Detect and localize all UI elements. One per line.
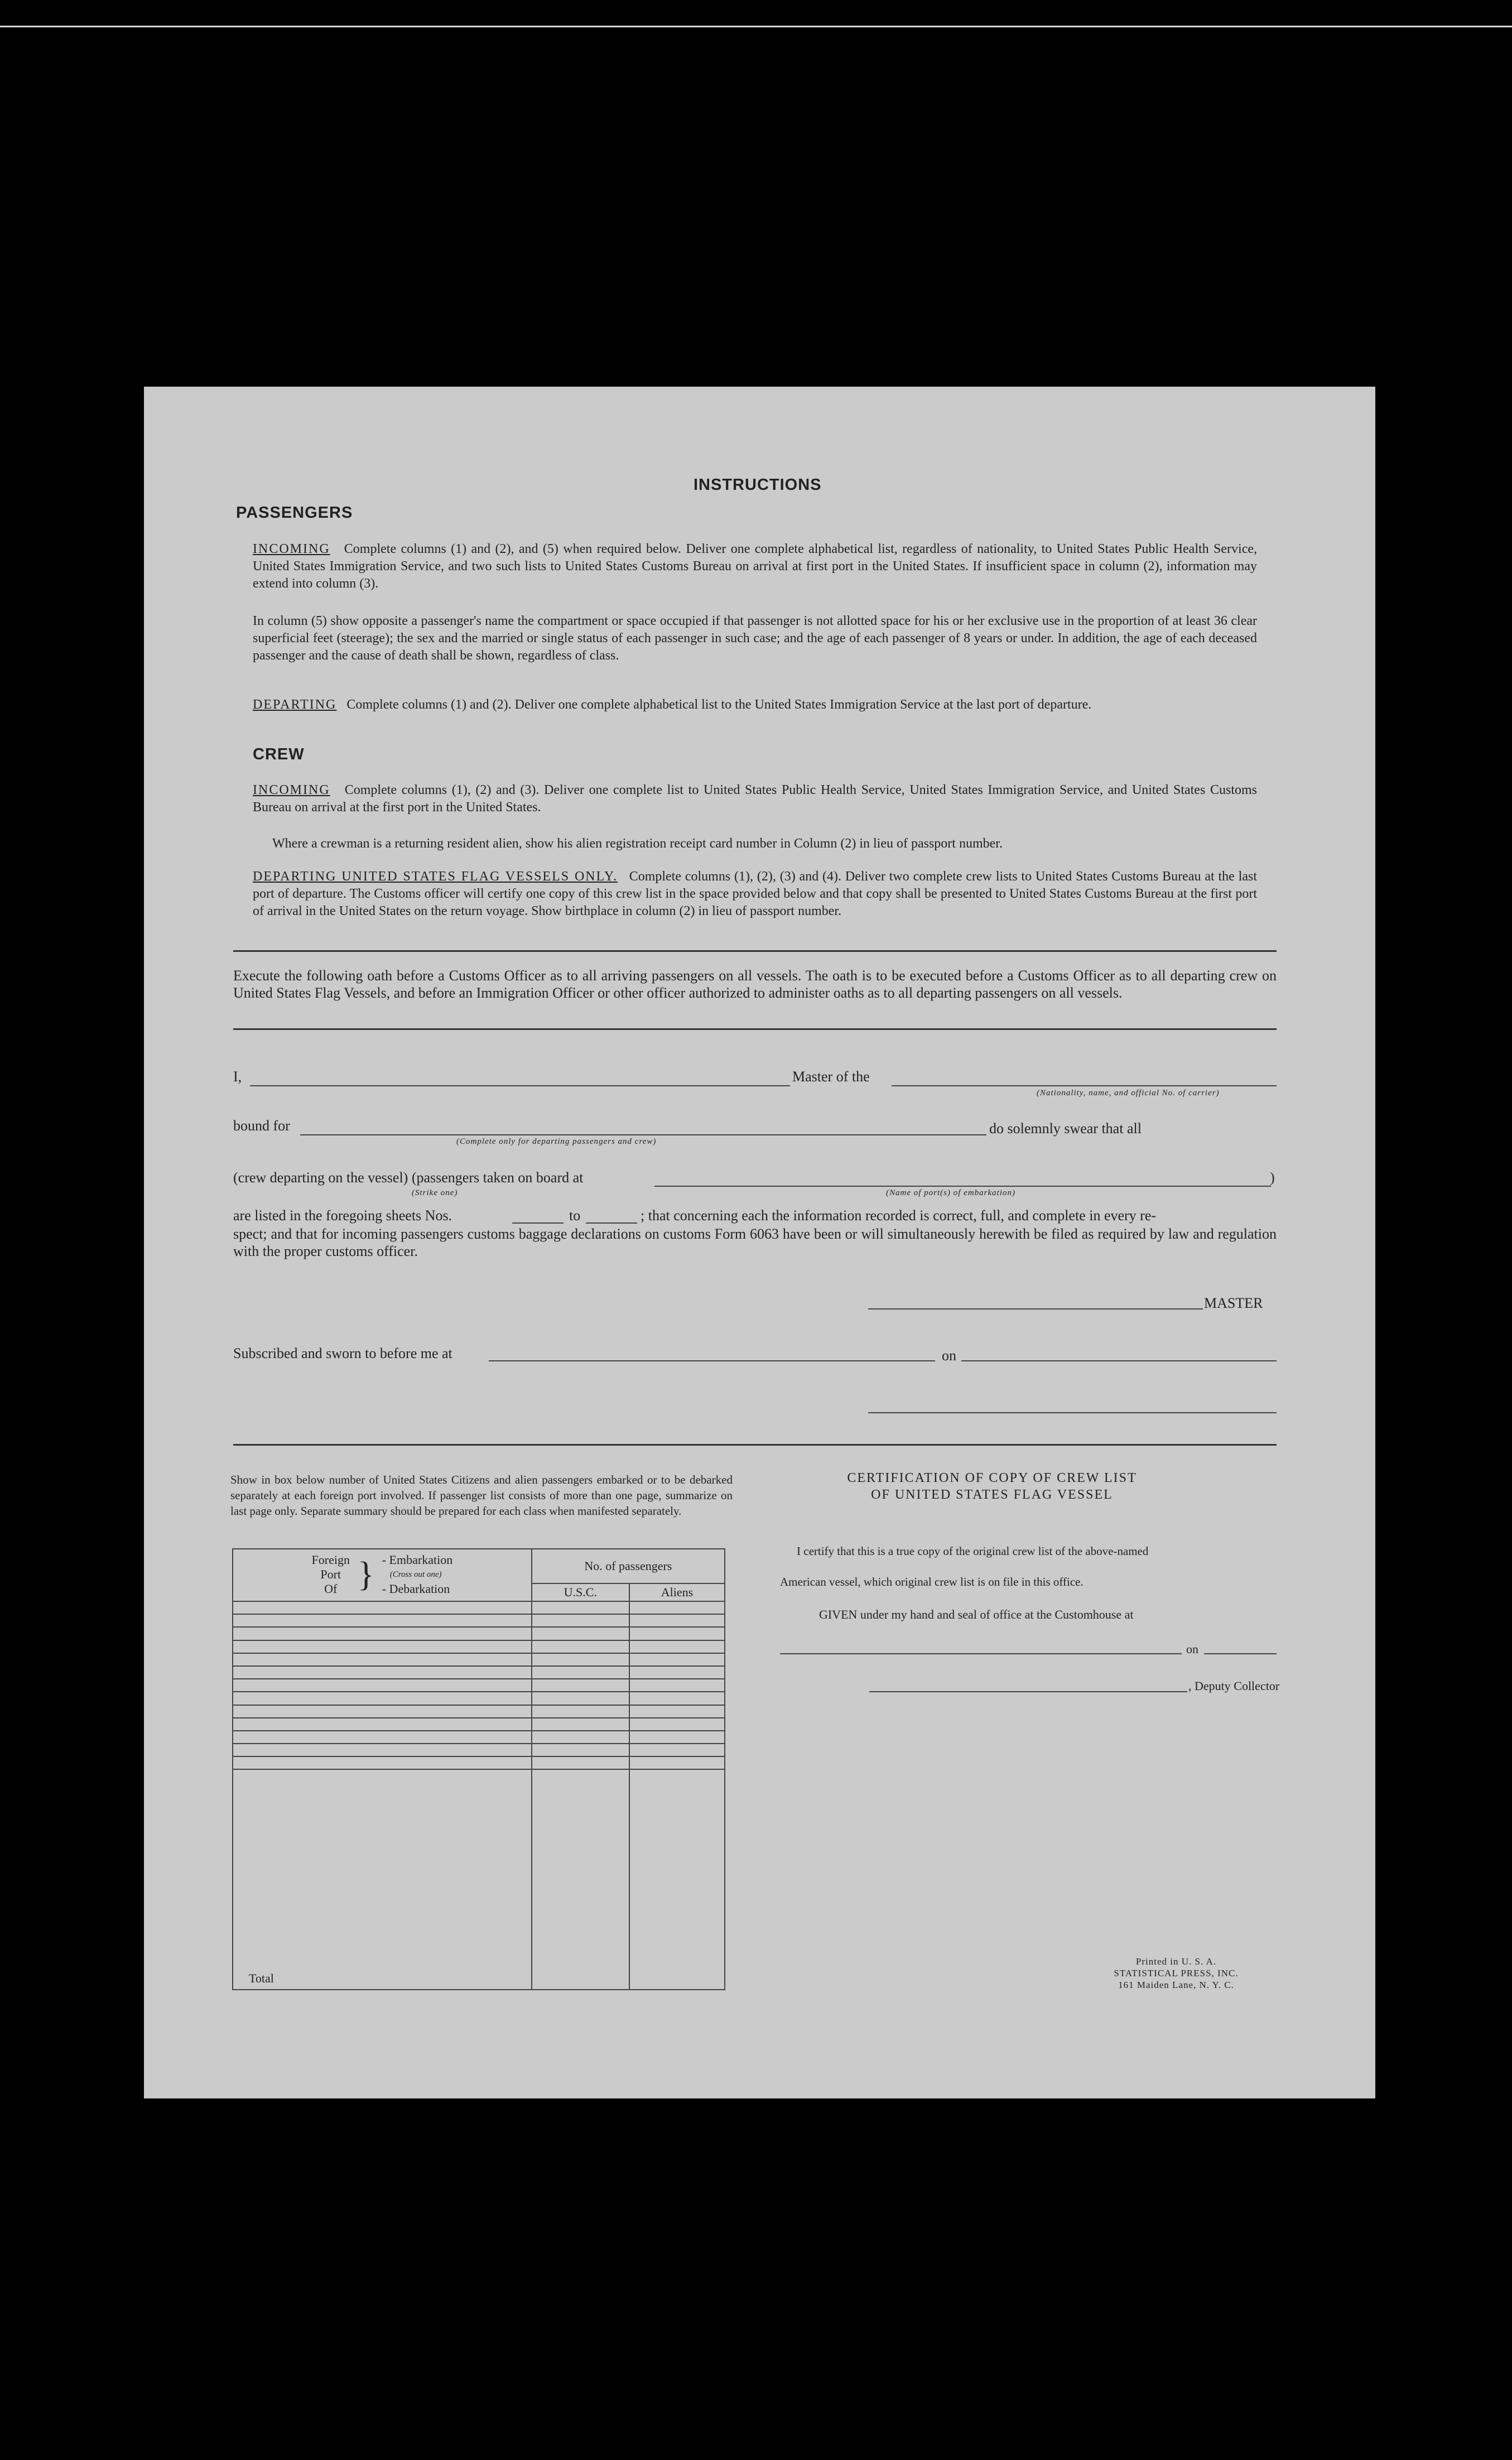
crew-departing-label: DEPARTING UNITED STATES FLAG VESSELS ONLY. (253, 869, 618, 884)
cert-date-field[interactable] (1204, 1653, 1277, 1654)
summary-total-row (233, 1769, 725, 1990)
foreign-port-header (233, 1549, 532, 1601)
carrier-field[interactable] (892, 1085, 1277, 1086)
customhouse-field[interactable] (780, 1653, 1182, 1654)
usc-cell[interactable] (532, 1731, 629, 1744)
aliens-cell[interactable] (629, 1653, 725, 1666)
sheet-to-field[interactable] (586, 1222, 637, 1224)
summary-row (233, 1640, 725, 1653)
port-cell[interactable] (233, 1705, 532, 1718)
usc-cell[interactable] (532, 1653, 629, 1666)
bound-for-field[interactable] (300, 1134, 986, 1135)
crew-heading: CREW (253, 745, 305, 763)
port-cell[interactable] (233, 1653, 532, 1666)
summary-row (233, 1679, 725, 1692)
aliens-header: Aliens (629, 1583, 725, 1601)
nationality-hint: (Nationality, name, and official No. of carrier) (1037, 1089, 1220, 1097)
to-text: to (569, 1207, 581, 1224)
summary-row (233, 1744, 725, 1756)
divider-top (233, 950, 1277, 952)
passengers-incoming-paragraph (253, 541, 1257, 593)
usc-cell[interactable] (532, 1718, 629, 1731)
certify-line-2: American vessel, which original crew list is on file in this office. (780, 1575, 1084, 1588)
aliens-cell[interactable] (629, 1601, 725, 1614)
sworn-on-label: on (942, 1347, 956, 1364)
master-label: MASTER (1204, 1295, 1263, 1311)
oath-i-label: I, (233, 1068, 242, 1085)
usc-cell[interactable] (532, 1666, 629, 1679)
deputy-collector-label: , Deputy Collector (1188, 1679, 1280, 1693)
aliens-cell[interactable] (629, 1705, 725, 1718)
usc-cell[interactable] (532, 1756, 629, 1769)
film-edge-line (0, 26, 1512, 27)
certify-line-1: I certify that this is a true copy of the original crew list of the above-named (797, 1544, 1149, 1558)
usc-cell[interactable] (532, 1744, 629, 1756)
usc-cell[interactable] (532, 1679, 629, 1692)
crew-incoming-label: INCOMING (253, 783, 330, 797)
master-signature-field[interactable] (868, 1308, 1203, 1310)
form-page (144, 387, 1375, 2098)
passengers-departing-text: Complete columns (1) and (2). Deliver one complete alphabetical list to the United States Immigration Service at the last port of departure. (346, 697, 1092, 712)
aliens-cell[interactable] (629, 1756, 725, 1769)
oath-spect-text: spect; and that for incoming passengers customs baggage declarations on customs Form 6063 have been or will simultaneously herewith be filed as required by law and regulation with the proper customs officer. (233, 1226, 1277, 1259)
foreign-port-of: Foreign Port Of (311, 1553, 350, 1596)
oath-intro-paragraph: Execute the following oath before a Customs Officer as to all arriving passengers on all vessels. The oath is to be executed before a Customs Officer as to all departing crew on United States Flag Vessels, and before an Immigration Officer or other officer authorized to administer oaths as to all departing passengers on all vessels. (233, 967, 1277, 1001)
aliens-cell[interactable] (629, 1627, 725, 1640)
sworn-date-field[interactable] (961, 1360, 1277, 1361)
usc-cell[interactable] (532, 1601, 629, 1614)
cert-on-label: on (1186, 1642, 1198, 1656)
port-cell[interactable] (233, 1744, 532, 1756)
certification-heading-1: CERTIFICATION OF COPY OF CREW LIST (847, 1471, 1137, 1485)
brace-glyph: } (357, 1556, 374, 1594)
passengers-heading: PASSENGERS (236, 504, 353, 522)
port-cell[interactable] (233, 1627, 532, 1640)
complete-hint: (Complete only for departing passengers and crew) (456, 1137, 657, 1146)
passenger-summary-table (232, 1548, 725, 1990)
aliens-cell[interactable] (629, 1640, 725, 1653)
master-name-field[interactable] (250, 1085, 790, 1086)
usc-total-cell[interactable] (532, 1769, 629, 1990)
embark-debark-options: - Embarkation (Cross out one) - Debarkation (382, 1553, 453, 1596)
printer-imprint: Printed in U. S. A. STATISTICAL PRESS, INC. 161 Maiden Lane, N. Y. C. (1114, 1956, 1239, 1990)
aliens-cell[interactable] (629, 1614, 725, 1627)
deputy-signature-field[interactable] (869, 1691, 1187, 1692)
embarkation-ports-field[interactable] (654, 1186, 1271, 1187)
aliens-cell[interactable] (629, 1692, 725, 1705)
subscribed-text: Subscribed and sworn to before me at (233, 1345, 452, 1361)
aliens-cell[interactable] (629, 1679, 725, 1692)
bound-for-label: bound for (233, 1118, 290, 1134)
summary-row (233, 1756, 725, 1769)
close-paren: ) (1270, 1169, 1275, 1186)
officer-signature-field[interactable] (868, 1412, 1277, 1413)
usc-cell[interactable] (532, 1627, 629, 1640)
passengers-column5-paragraph: In column (5) show opposite a passenger's name the compartment or space occupied if that passenger is not allotted space for his or her exclusive use in the proportion of at least 36 clear superficial feet (steerage); the sex and the married or single status of each passenger in such case; and the age of each passenger of 8 years or under. In addition, the age of each deceased passenger and the cause of death shall be shown, regardless of class. (253, 614, 1257, 663)
crew-resident-paragraph: Where a crewman is a returning resident alien, show his alien registration receipt card number in Column (2) in lieu of passport number. (272, 836, 1003, 851)
crew-departing-paragraph (253, 868, 1257, 920)
aliens-total-cell[interactable] (629, 1769, 725, 1990)
port-cell[interactable] (233, 1666, 532, 1679)
summary-instructions: Show in box below number of United States Citizens and alien passengers embarked or to be debarked separately at each foreign port involved. If passenger list consists of more than one page, summarize on last page only. Separate summary should be prepared for each class when manifested separately. (230, 1473, 733, 1518)
aliens-cell[interactable] (629, 1744, 725, 1756)
sworn-place-field[interactable] (489, 1360, 935, 1361)
passengers-departing-paragraph (253, 696, 1257, 714)
usc-cell[interactable] (532, 1705, 629, 1718)
passengers-departing-label: DEPARTING (253, 697, 337, 712)
usc-cell[interactable] (532, 1614, 629, 1627)
port-cell[interactable] (233, 1601, 532, 1614)
divider-bottom (233, 1444, 1277, 1446)
summary-row (233, 1731, 725, 1744)
usc-cell[interactable] (532, 1692, 629, 1705)
port-cell[interactable] (233, 1718, 532, 1731)
instructions-title: INSTRUCTIONS (694, 476, 822, 494)
summary-row (233, 1666, 725, 1679)
passengers-incoming-text: Complete columns (1) and (2), and (5) when required below. Deliver one complete alphabetical list, regardless of nationality, to United States Public Health Service, United States Immigration Service, and two such lists to United States Customs Bureau on arrival at first port in the United States. If insufficient space in column (2), information may extend into column (3). (253, 542, 1258, 591)
crew-departing-text: (crew departing on the vessel) (passengers taken on board at (233, 1169, 584, 1186)
port-cell[interactable] (233, 1692, 532, 1705)
summary-row (233, 1692, 725, 1705)
summary-row (233, 1653, 725, 1666)
summary-row (233, 1705, 725, 1718)
ports-hint: (Name of port(s) of embarkation) (886, 1188, 1015, 1197)
port-cell[interactable] (233, 1679, 532, 1692)
port-cell[interactable] (233, 1756, 532, 1769)
given-under-text: GIVEN under my hand and seal of office at the Customhouse at (819, 1607, 1134, 1621)
port-cell[interactable] (233, 1614, 532, 1627)
do-swear-text: do solemnly swear that all (989, 1120, 1142, 1137)
usc-header: U.S.C. (532, 1583, 629, 1601)
summary-row (233, 1627, 725, 1640)
port-cell[interactable] (233, 1640, 532, 1653)
certification-heading-2: OF UNITED STATES FLAG VESSEL (871, 1487, 1113, 1502)
master-of-the-label: Master of the (792, 1068, 870, 1085)
aliens-cell[interactable] (629, 1731, 725, 1744)
crew-departing-text: Complete columns (1), (2), (3) and (4). Deliver two complete crew lists to United States Customs Bureau at the last port of departure. The Customs officer will certify one copy of this crew list in the space provided below and that copy shall be presented to United States Customs Bureau at the first port of arrival in the United States on the return voyage. Show birthplace in column (2) in lieu of passport number. (253, 869, 1258, 918)
concerning-text: ; that concerning each the information recorded is correct, full, and complete in every re- (641, 1207, 1157, 1224)
passengers-incoming-label: INCOMING (253, 542, 330, 556)
aliens-cell[interactable] (629, 1666, 725, 1679)
summary-row (233, 1601, 725, 1614)
divider-oath (233, 1028, 1277, 1030)
sheet-from-field[interactable] (512, 1222, 564, 1224)
no-of-passengers-header: No. of passengers (532, 1549, 725, 1583)
port-cell[interactable] (233, 1731, 532, 1744)
summary-row (233, 1718, 725, 1731)
crew-incoming-paragraph (253, 782, 1257, 816)
strike-hint: (Strike one) (412, 1188, 458, 1197)
usc-cell[interactable] (532, 1640, 629, 1653)
listed-in-text: are listed in the foregoing sheets Nos. (233, 1207, 452, 1224)
summary-row (233, 1614, 725, 1627)
crew-incoming-text: Complete columns (1), (2) and (3). Deliver one complete list to United States Public Health Service, United States Immigration Service, and United States Customs Bureau on arrival at the first port in the United States. (253, 783, 1257, 815)
aliens-cell[interactable] (629, 1718, 725, 1731)
total-label: Total (233, 1769, 532, 1990)
